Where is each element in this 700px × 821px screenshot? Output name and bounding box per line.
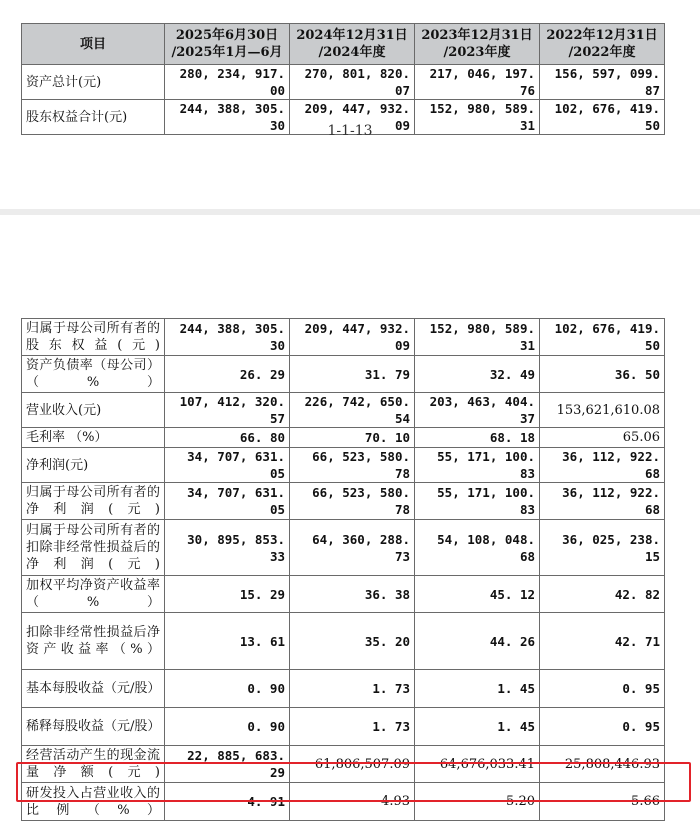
row-label: 归属于母公司所有者的净利润(元) [22, 483, 165, 520]
cell-value: 68. 18 [415, 428, 540, 448]
cell-value: 153,621,610.08 [540, 393, 665, 428]
row-label: 研发投入占营业收入的比例（%） [22, 783, 165, 821]
cell-value: 45. 12 [415, 576, 540, 613]
cell-value: 22, 885, 683. 29 [165, 746, 290, 783]
cell-value: 54, 108, 048. 68 [415, 520, 540, 576]
cell-value: 65.06 [540, 428, 665, 448]
cell-value: 70. 10 [290, 428, 415, 448]
cell-value: 270, 801, 820. 07 [290, 65, 415, 100]
row-label: 营业收入(元) [22, 393, 165, 428]
cell-value: 203, 463, 404. 37 [415, 393, 540, 428]
cell-value: 156, 597, 099. 87 [540, 65, 665, 100]
cell-value: 244, 388, 305. 30 [165, 319, 290, 356]
row-label: 归属于母公司所有者的股东权益(元) [22, 319, 165, 356]
cell-value: 13. 61 [165, 613, 290, 670]
cell-value: 26. 29 [165, 356, 290, 393]
cell-value: 61,806,507.09 [290, 746, 415, 783]
table-row [22, 670, 665, 708]
row-label: 归属于母公司所有者的扣除非经常性损益后的净利润(元) [22, 520, 165, 576]
header-item: 项目 [22, 24, 165, 65]
balance-summary-table [21, 23, 665, 135]
cell-value: 209, 447, 932. 09 [290, 319, 415, 356]
cell-value: 0. 90 [165, 670, 290, 708]
cell-value: 1. 45 [415, 708, 540, 746]
cell-value: 30, 895, 853. 33 [165, 520, 290, 576]
cell-value: 217, 046, 197. 76 [415, 65, 540, 100]
cell-value: 36, 025, 238. 15 [540, 520, 665, 576]
cell-value: 4. 91 [165, 783, 290, 821]
cell-value: 102, 676, 419. 50 [540, 100, 665, 135]
table-row [22, 428, 665, 448]
header-2023: 2023年12月31日 /2023年度 [415, 24, 540, 65]
row-label: 经营活动产生的现金流量净额(元) [22, 746, 165, 783]
row-label: 股东权益合计(元) [22, 100, 165, 135]
row-label: 稀释每股收益（元/股） [22, 708, 165, 746]
cell-value: 34, 707, 631. 05 [165, 448, 290, 483]
table-header-row [22, 24, 665, 65]
cell-value: 55, 171, 100. 83 [415, 483, 540, 520]
row-label: 扣除非经常性损益后净资产收益率（%） [22, 613, 165, 670]
cell-value: 226, 742, 650. 54 [290, 393, 415, 428]
table-row [22, 520, 665, 576]
table-row [22, 483, 665, 520]
cell-value: 4.93 [290, 783, 415, 821]
table-row [22, 448, 665, 483]
header-2025h1: 2025年6月30日 /2025年1月—6月 [165, 24, 290, 65]
cell-value: 64, 360, 288. 73 [290, 520, 415, 576]
cell-value: 0. 95 [540, 670, 665, 708]
cell-value: 5.66 [540, 783, 665, 821]
cell-value: 36, 112, 922. 68 [540, 448, 665, 483]
table-row [22, 65, 665, 100]
table-row [22, 708, 665, 746]
row-label: 资产总计(元) [22, 65, 165, 100]
cell-value: 107, 412, 320. 57 [165, 393, 290, 428]
cell-value: 44. 26 [415, 613, 540, 670]
cell-value: 42. 71 [540, 613, 665, 670]
cell-value: 209, 447, 932. 09 [290, 100, 415, 135]
row-label: 加权平均净资产收益率（%） [22, 576, 165, 613]
cell-value: 0. 95 [540, 708, 665, 746]
cell-value: 15. 29 [165, 576, 290, 613]
cell-value: 64,676,033.41 [415, 746, 540, 783]
highlight-annotation-box [16, 762, 691, 802]
header-2022: 2022年12月31日 /2022年度 [540, 24, 665, 65]
row-label: 资产负债率（母公司）（%） [22, 356, 165, 393]
cell-value: 35. 20 [290, 613, 415, 670]
cell-value: 1. 45 [415, 670, 540, 708]
table-row [22, 356, 665, 393]
cell-value: 5.20 [415, 783, 540, 821]
financial-indicators-table [21, 318, 665, 821]
row-label: 净利润(元) [22, 448, 165, 483]
cell-value: 0. 90 [165, 708, 290, 746]
cell-value: 31. 79 [290, 356, 415, 393]
cell-value: 280, 234, 917. 00 [165, 65, 290, 100]
table-row [22, 319, 665, 356]
cell-value: 1. 73 [290, 708, 415, 746]
cell-value: 32. 49 [415, 356, 540, 393]
cell-value: 42. 82 [540, 576, 665, 613]
row-label: 毛利率 （%） [22, 428, 165, 448]
cell-value: 36. 38 [290, 576, 415, 613]
cell-value: 152, 980, 589. 31 [415, 100, 540, 135]
cell-value: 36. 50 [540, 356, 665, 393]
cell-value: 244, 388, 305. 30 [165, 100, 290, 135]
cell-value: 152, 980, 589. 31 [415, 319, 540, 356]
table-row [22, 613, 665, 670]
cell-value: 1. 73 [290, 670, 415, 708]
cell-value: 66, 523, 580. 78 [290, 448, 415, 483]
table-row [22, 576, 665, 613]
cell-value: 25,808,446.93 [540, 746, 665, 783]
cell-value: 66, 523, 580. 78 [290, 483, 415, 520]
cell-value: 34, 707, 631. 05 [165, 483, 290, 520]
cell-value: 102, 676, 419. 50 [540, 319, 665, 356]
header-2024: 2024年12月31日 /2024年度 [290, 24, 415, 65]
cell-value: 66. 80 [165, 428, 290, 448]
table-row [22, 393, 665, 428]
cell-value: 55, 171, 100. 83 [415, 448, 540, 483]
cell-value: 36, 112, 922. 68 [540, 483, 665, 520]
page-number: 1-1-13 [327, 123, 373, 139]
page-separator [0, 209, 700, 215]
row-label: 基本每股收益（元/股） [22, 670, 165, 708]
